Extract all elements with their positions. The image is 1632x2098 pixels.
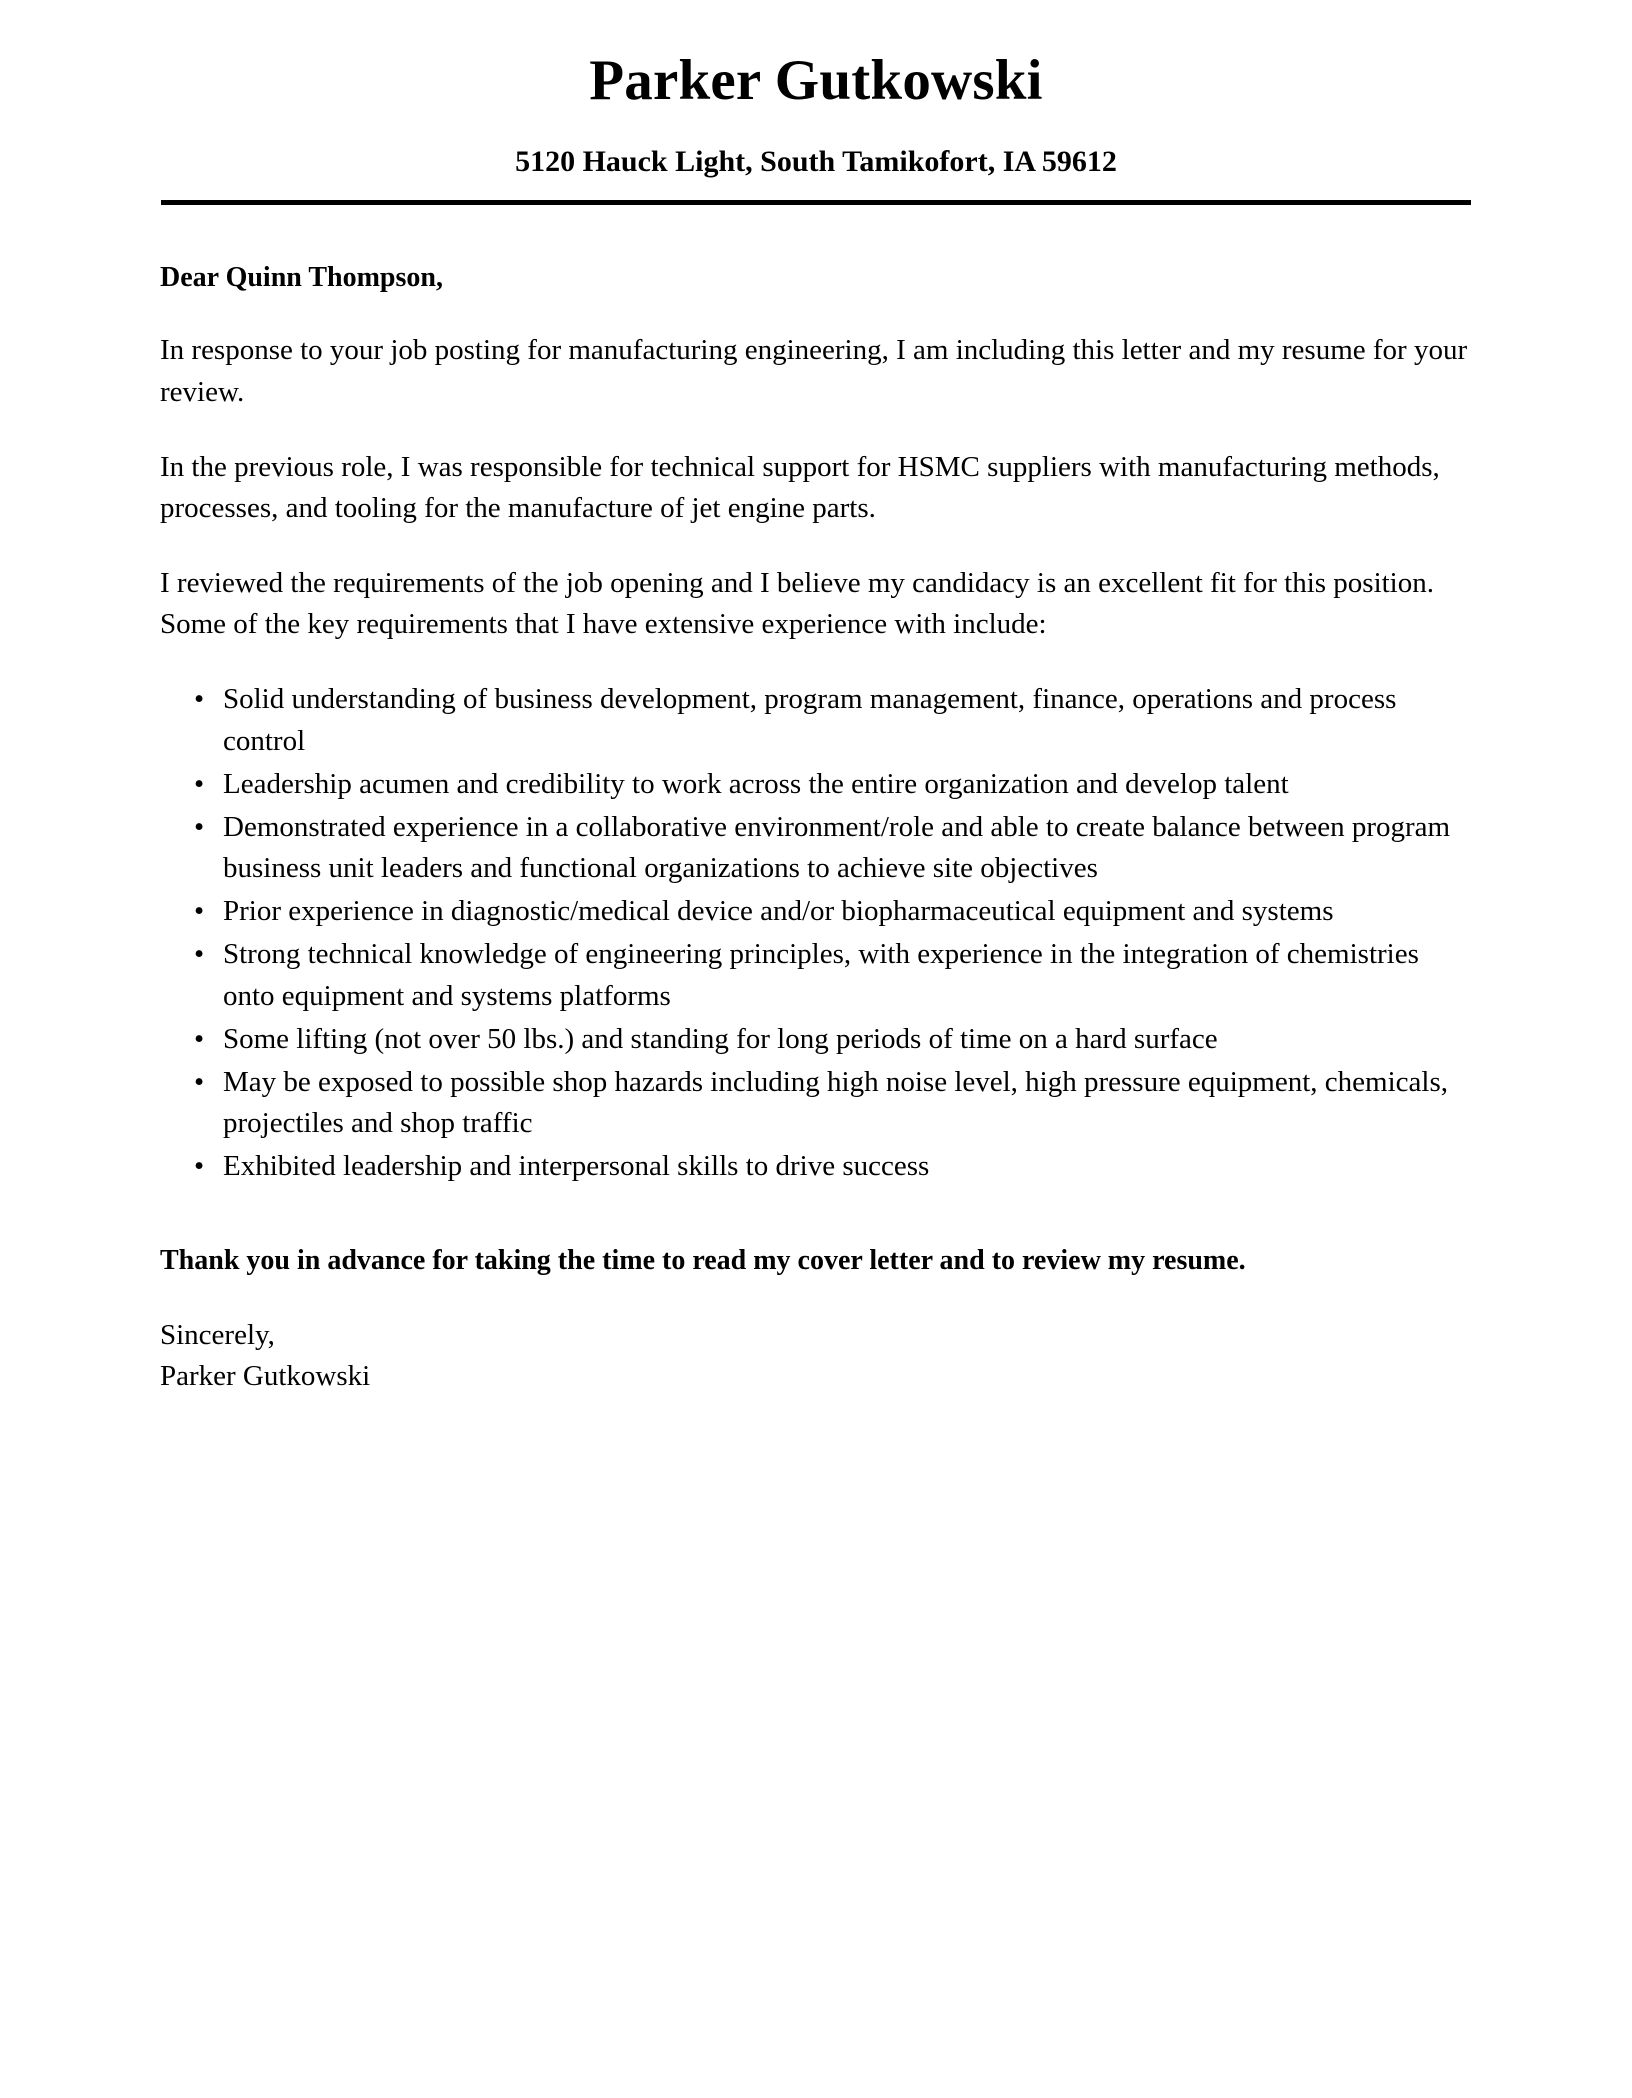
list-item xyxy=(160,1146,1472,1187)
requirements-list xyxy=(160,679,1472,1187)
bullet-icon: • xyxy=(194,1022,205,1055)
list-item-text: Exhibited leadership and interpersonal skills to drive success xyxy=(223,1150,930,1183)
signoff: Sincerely, xyxy=(160,1318,275,1351)
bullet-icon: • xyxy=(194,683,205,716)
bullet-icon: • xyxy=(194,938,205,971)
list-item-text: Leadership acumen and credibility to work across the entire organization and develop talent xyxy=(223,767,1289,800)
list-item-text: Solid understanding of business development, program management, finance, operations and process control xyxy=(223,683,1397,757)
bullet-icon: • xyxy=(194,767,205,800)
signoff-name: Parker Gutkowski xyxy=(160,1359,371,1392)
list-item-text: Prior experience in diagnostic/medical device and/or biopharmaceutical equipment and systems xyxy=(223,895,1334,928)
list-item-text: Strong technical knowledge of engineering principles, with experience in the integration of chemistries onto equipment and systems platforms xyxy=(223,938,1419,1012)
page-title: Parker Gutkowski xyxy=(589,49,1043,112)
candidate-address: 5120 Hauck Light, South Tamikofort, IA 59612 xyxy=(515,144,1117,178)
paragraph-intro: In response to your job posting for manufacturing engineering, I am including this letter and my resume for your review. xyxy=(160,334,1468,408)
paragraph-experience: In the previous role, I was responsible for technical support for HSMC suppliers with manufacturing methods, processes, and tooling for the manufacture of jet engine parts. xyxy=(160,450,1440,524)
list-item-text: May be exposed to possible shop hazards including high noise level, high pressure equipment, chemicals, projectiles and shop traffic xyxy=(223,1065,1448,1140)
list-item-text: Demonstrated experience in a collaborative environment/role and able to create balance between program business unit leaders and functional organizations to achieve site objectives xyxy=(223,810,1451,885)
bullet-icon: • xyxy=(194,1150,205,1183)
bullet-icon: • xyxy=(194,810,205,843)
closing-thanks: Thank you in advance for taking the time to read my cover letter and to review my resume. xyxy=(160,1245,1246,1277)
letterhead xyxy=(0,0,1632,205)
list-item xyxy=(160,1062,1472,1144)
list-item xyxy=(160,679,1472,761)
list-item xyxy=(160,891,1472,932)
bullet-icon: • xyxy=(194,895,205,928)
list-item xyxy=(160,1019,1472,1060)
list-item xyxy=(160,807,1472,889)
list-item xyxy=(160,934,1472,1016)
paragraph-requirements-intro: I reviewed the requirements of the job opening and I believe my candidacy is an excellent fit for this position. Some of the key requirements that I have extensive experience with include: xyxy=(160,567,1434,641)
list-item-text: Some lifting (not over 50 lbs.) and standing for long periods of time on a hard surface xyxy=(223,1022,1218,1055)
list-item xyxy=(160,764,1472,805)
salutation: Dear Quinn Thompson, xyxy=(160,261,443,293)
bullet-icon: • xyxy=(194,1065,205,1098)
letter-body xyxy=(160,205,1472,1397)
